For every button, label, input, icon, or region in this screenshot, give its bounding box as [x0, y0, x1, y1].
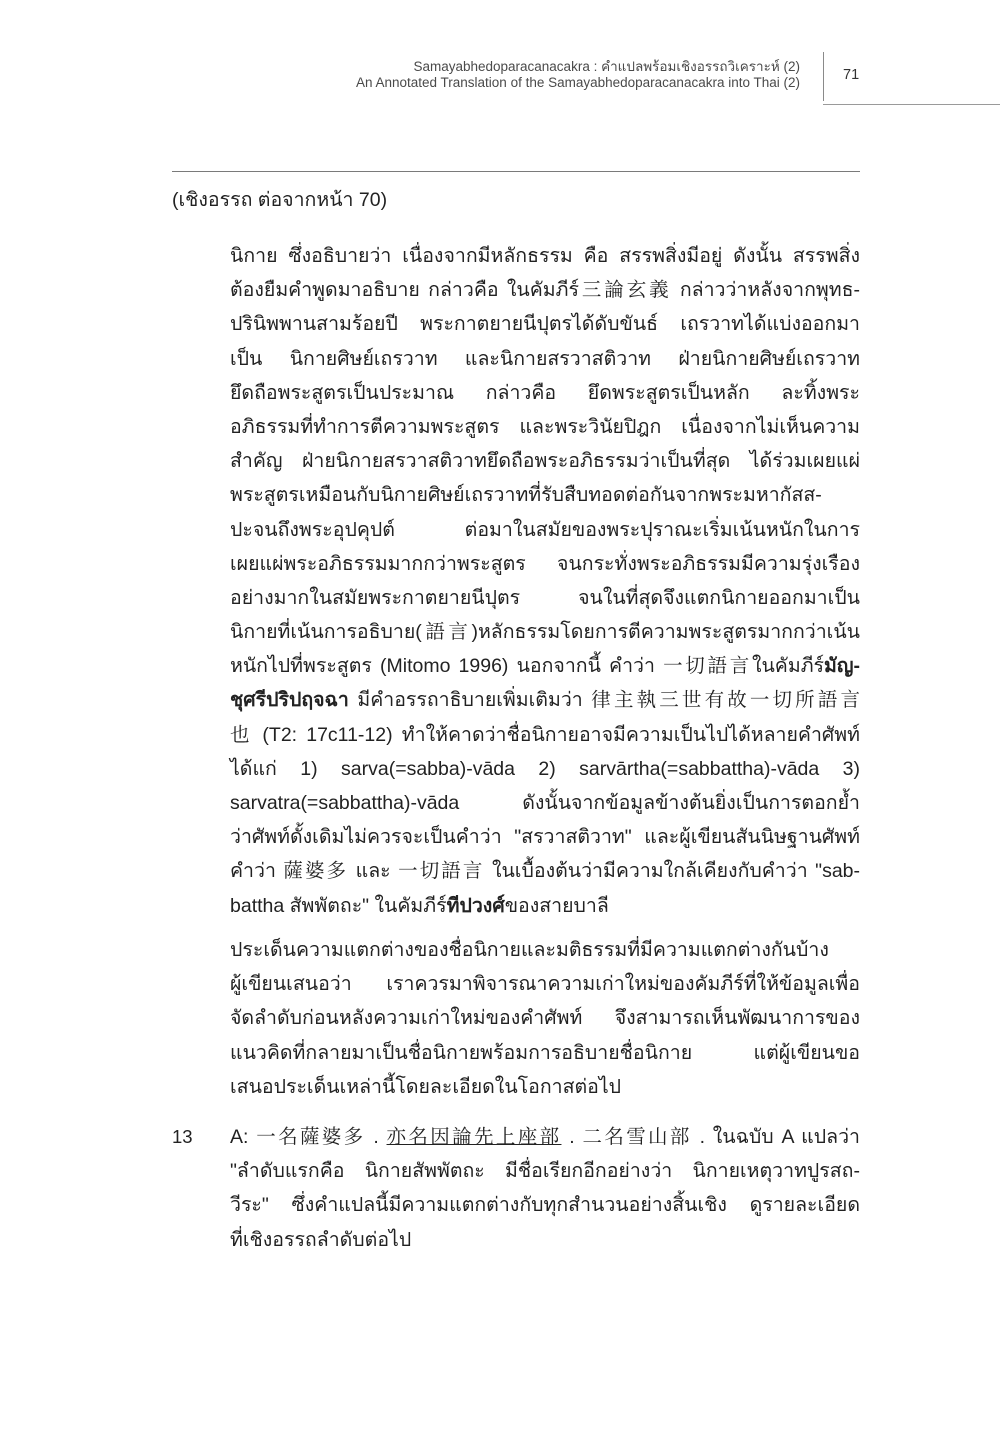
running-title-thai: Samayabhedoparacanacakra : คำแปลพร้อมเชิงอรรถวิเคราะห์ (2): [413, 59, 800, 74]
line-text: ของสายบาลี: [504, 894, 609, 917]
header-vertical-divider: [823, 52, 824, 101]
line-text: ปรินิพพานสามร้อยปี พระกาตยายนีปุตรได้ดับขันธ์ เถรวาทได้แบ่งออกมา: [230, 313, 860, 336]
bold-scripture-title: ชุศรีปริปฤจฉา: [230, 689, 349, 712]
text-line: [230, 1001, 860, 1035]
line-text: A: 一名薩婆多 .: [230, 1126, 387, 1148]
line-text: ผู้เขียนเสนอว่า เราควรมาพิจารณาความเก่าใหม่ของคัมภีร์ที่ให้ข้อมูลเพื่อ: [230, 973, 860, 996]
line-text: ที่เชิงอรรถลำดับต่อไป: [230, 1228, 412, 1251]
line-text: หนักไปที่พระสูตร (Mitomo 1996) นอกจากนี้ คำว่า 一切語言ในคัมภีร์: [230, 655, 825, 678]
text-line: [230, 376, 860, 410]
text-line: [230, 307, 860, 341]
line-text: สำคัญ ฝ่ายนิกายสรวาสติวาทยึดถือพระอภิธรรมว่าเป็นที่สุด ได้ร่วมเผยแผ่: [230, 450, 860, 473]
text-line: [230, 513, 860, 547]
text-line: [230, 1036, 860, 1070]
line-text: อย่างมากในสมัยพระกาตยายนีปุตร จนในที่สุดจึงแตกนิกายออกมาเป็น: [230, 586, 860, 609]
text-line: [230, 786, 860, 820]
line-text: เป็น นิกายศิษย์เถรวาท และนิกายสรวาสติวาท ฝ่ายนิกายศิษย์เถรวาท: [230, 347, 860, 370]
footnote-rule: [172, 171, 860, 172]
bold-scripture-title: ทีปวงศ์: [446, 894, 505, 917]
text-line: [230, 1070, 860, 1104]
line-text: ต้องยืมคำพูดมาอธิบาย กล่าวคือ ในคัมภีร์三論玄義 กล่าวว่าหลังจากพุทธ-: [230, 279, 860, 302]
footnote-paragraph-1: [230, 239, 860, 923]
line-text: นิกาย ซึ่งอธิบายว่า เนื่องจากมีหลักธรรม คือ สรรพสิ่งมีอยู่ ดังนั้น สรรพสิ่ง: [230, 245, 860, 267]
line-text: 也 (T2: 17c11-12) ทำให้คาดว่าชื่อนิกายอาจมีความเป็นไปได้หลายคำศัพท์: [230, 723, 860, 746]
text-line: [230, 342, 860, 376]
line-text: อภิธรรมที่ทำการตีความพระสูตร และพระวินัยปิฎก เนื่องจากไม่เห็นความ: [230, 415, 860, 438]
line-text: ว่าศัพท์ดั้งเดิมไม่ควรจะเป็นคำว่า "สรวาสติวาท" และผู้เขียนสันนิษฐานศัพท์: [230, 826, 860, 849]
line-text: "ลำดับแรกคือ นิกายสัพพัตถะ มีชื่อเรียกอีกอย่างว่า นิกายเหตุวาทปูรสถ-: [230, 1160, 860, 1183]
line-text: นิกายที่เน้นการอธิบาย(語言)หลักธรรมโดยการตีความพระสูตรมากกว่าเน้น: [230, 621, 860, 644]
text-line: [230, 1188, 860, 1222]
line-text: พระสูตรเหมือนกับนิกายศิษย์เถรวาทที่รับสืบทอดต่อกันจากพระมหากัสส-: [230, 484, 822, 507]
line-text: แนวคิดที่กลายมาเป็นชื่อนิกายพร้อมการอธิบายชื่อนิกาย แต่ผู้เขียนขอ: [230, 1041, 860, 1064]
line-text: ประเด็นความแตกต่างของชื่อนิกายและมติธรรมที่มีความแตกต่างกันบ้าง: [230, 939, 829, 961]
footnote-number: 13: [172, 1126, 193, 1147]
line-text: วีระ" ซึ่งคำแปลนี้มีความแตกต่างกับทุกสำนวนอย่างสิ้นเชิง ดูรายละเอียด: [230, 1194, 860, 1217]
text-line: [230, 820, 860, 854]
line-text: ยึดถือพระสูตรเป็นประมาณ กล่าวคือ ยึดพระสูตรเป็นหลัก ละทิ้งพระ: [230, 381, 860, 404]
text-line: [230, 410, 860, 444]
text-line: [230, 889, 860, 923]
text-line: [230, 444, 860, 478]
header-folio-rule: [823, 104, 1000, 105]
line-text: จัดลำดับก่อนหลังความเก่าใหม่ของคำศัพท์ จึงสามารถเห็นพัฒนาการของ: [230, 1007, 860, 1030]
line-text: เผยแผ่พระอภิธรรมมากกว่าพระสูตร จนกระทั่งพระอภิธรรมมีความรุ่งเรือง: [230, 552, 860, 575]
line-text: ได้แก่ 1) sarva(=sabba)-vāda 2) sarvārtha(=sabbattha)-vāda 3): [230, 757, 860, 780]
footnote-13: [230, 1120, 860, 1257]
text-line: [230, 273, 860, 307]
text-line: [230, 478, 860, 512]
text-line: [230, 615, 860, 649]
footnote-paragraph-2: [230, 933, 860, 1104]
line-text: คำว่า 薩婆多 และ 一切語言 ในเบื้องต้นว่ามีความใกล้เคียงกับคำว่า "sab-: [230, 860, 860, 883]
text-line: [230, 1223, 860, 1257]
text-line: [230, 239, 860, 273]
line-text: มีคำอรรถาธิบายเพิ่มเติมว่า 律主執三世有故一切所語言: [348, 689, 860, 712]
text-line: [230, 683, 860, 717]
text-line: [230, 649, 860, 683]
line-text: เสนอประเด็นเหล่านี้โดยละเอียดในโอกาสต่อไป: [230, 1075, 622, 1098]
text-line: [230, 933, 860, 967]
bold-scripture-title: มัญ-: [824, 655, 860, 678]
line-text: ปะจนถึงพระอุปคุปต์ ต่อมาในสมัยของพระปุราณะเริ่มเน้นหนักในการ: [230, 518, 860, 541]
running-title-english: An Annotated Translation of the Samayabhedoparacanacakra into Thai (2): [355, 75, 800, 90]
line-text: battha สัพพัตถะ" ในคัมภีร์: [230, 894, 447, 917]
underlined-chinese-text: 亦名因論先上座部: [386, 1126, 562, 1148]
text-line: [230, 967, 860, 1001]
text-line: [230, 718, 860, 752]
running-header: [0, 59, 800, 91]
footnote-continuation-note: (เชิงอรรถ ต่อจากหน้า 70): [172, 189, 388, 211]
text-line: [230, 581, 860, 615]
page-number: 71: [843, 67, 860, 83]
text-line: [230, 854, 860, 888]
text-line: [230, 1154, 860, 1188]
line-text: sarvatra(=sabbattha)-vāda ดังนั้นจากข้อมูลข้างต้นยิ่งเป็นการตอกย้ำ: [230, 792, 860, 814]
text-line: [230, 752, 860, 786]
text-line: [230, 547, 860, 581]
line-text: . 二名雪山部 . ในฉบับ A แปลว่า: [561, 1126, 860, 1148]
text-line: [230, 1120, 860, 1154]
